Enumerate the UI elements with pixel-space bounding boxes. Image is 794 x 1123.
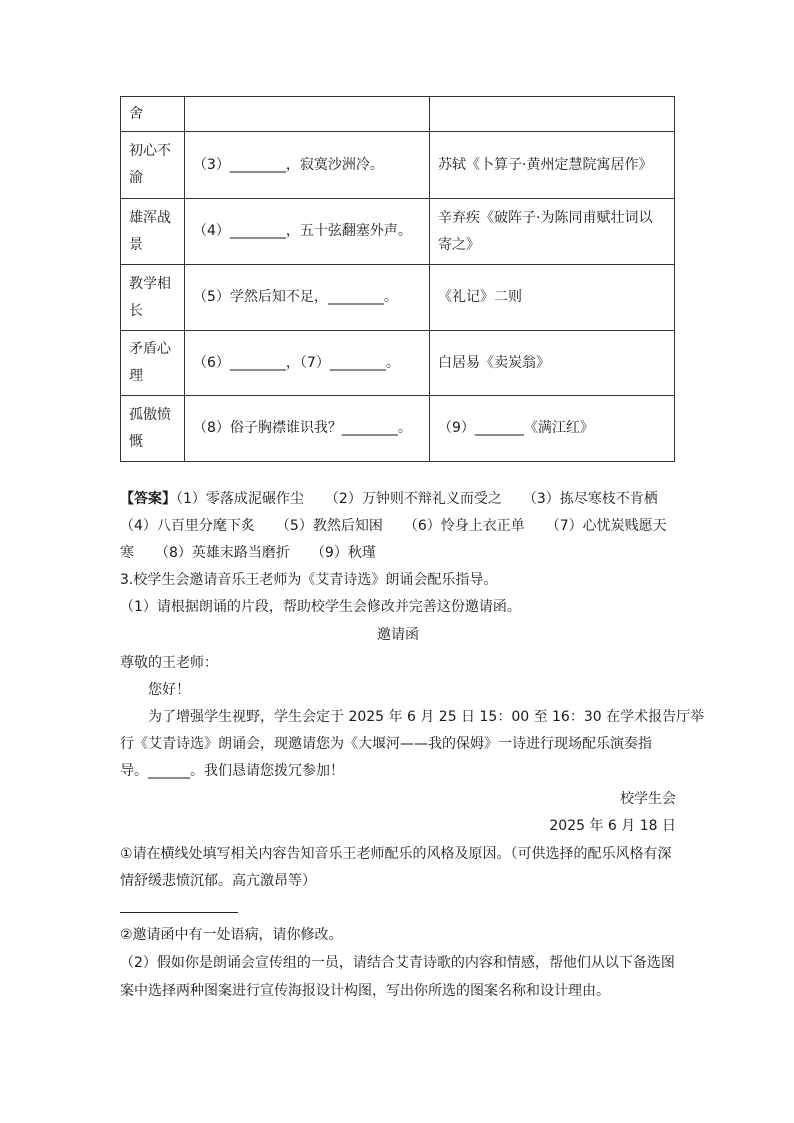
answer-line-2: （4）八百里分麾下炙 （5）教然后知困 （6）怜身上衣正单 （7）心忧炭贱愿天 [120,518,667,534]
line-cell [185,97,430,132]
answer-blank-line [120,912,238,913]
sub-question-2-line-2: 案中选择两种图案进行宣传海报设计构图，写出你所选的图案名称和设计理由。 [120,983,610,999]
answer-text: （1）零落成泥碾作尘 （2）万钟则不辩礼义而受之 （3）拣尽寒枝不肯栖 [176,491,658,507]
line-cell: （8）俗子胸襟谁识我？________。 [185,396,430,462]
answer-label: 【答案】 [120,491,176,507]
letter-body-2: 行《艾青诗选》朗诵会，现邀请您为《大堰河——我的保姆》一诗进行现场配乐演奏指 [120,736,652,752]
letter-date: 2025 年 6 月 18 日 [549,818,676,834]
line-cell: （3）________，寂寞沙洲冷。 [185,132,430,199]
table-row [121,331,675,396]
theme-cell: 孤傲愤慨 [121,396,185,462]
sub-question-1: （1）请根据朗诵的片段，帮助校学生会修改并完善这份邀请函。 [120,599,521,615]
line-cell: （4）________，五十弦翻塞外声。 [185,199,430,265]
letter-signer: 校学生会 [620,791,676,807]
source-cell: 《礼记》二则 [430,265,675,331]
table-row [121,97,675,132]
table-row [121,396,675,462]
table-row [121,132,675,199]
source-cell: 辛弃疾《破阵子·为陈同甫赋壮词以寄之》 [430,199,675,265]
letter-salutation: 尊敬的王老师： [120,655,218,671]
question-title: 3.校学生会邀请音乐王老师为《艾青诗选》朗诵会配乐指导。 [120,572,498,588]
line-cell: （5）学然后知不足，________。 [185,265,430,331]
table-row [121,265,675,331]
theme-cell: 舍 [121,97,185,132]
letter-title: 邀请函 [377,627,419,643]
source-cell [430,97,675,132]
task-1-line-1: ①请在横线处填写相关内容告知音乐王老师配乐的风格及原因。（可供选择的配乐风格有深 [120,846,672,862]
source-cell: 苏轼《卜算子·黄州定慧院寓居作》 [430,132,675,199]
theme-cell: 雄浑战景 [121,199,185,265]
table-row [121,199,675,265]
source-cell: 白居易《卖炭翁》 [430,331,675,396]
letter-greeting: 您好！ [148,682,190,698]
answer-line-1 [120,486,676,512]
line-cell: （6）________，（7）________。 [185,331,430,396]
letter-body-1: 为了增强学生视野，学生会定于 2025 年 6 月 25 日 15：00 至 16：30 在学术报告厅举 [148,709,705,725]
letter-body-3: 导。______。我们恳请您拨冗参加！ [120,763,344,779]
answer-line-3: 寒 （8）英雄末路当磨折 （9）秋瑾 [120,545,376,561]
theme-cell: 教学相长 [121,265,185,331]
source-cell: （9）_______《满江红》 [430,396,675,462]
theme-cell: 矛盾心理 [121,331,185,396]
task-1-line-2: 情舒缓悲愤沉郁。高亢激昂等） [120,873,316,889]
sub-question-2-line-1: （2）假如你是朗诵会宣传组的一员，请结合艾青诗歌的内容和情感，帮他们从以下备选图 [120,955,675,971]
theme-cell: 初心不渝 [121,132,185,199]
task-2: ②邀请函中有一处语病，请你修改。 [120,927,343,943]
poem-table [120,96,675,462]
